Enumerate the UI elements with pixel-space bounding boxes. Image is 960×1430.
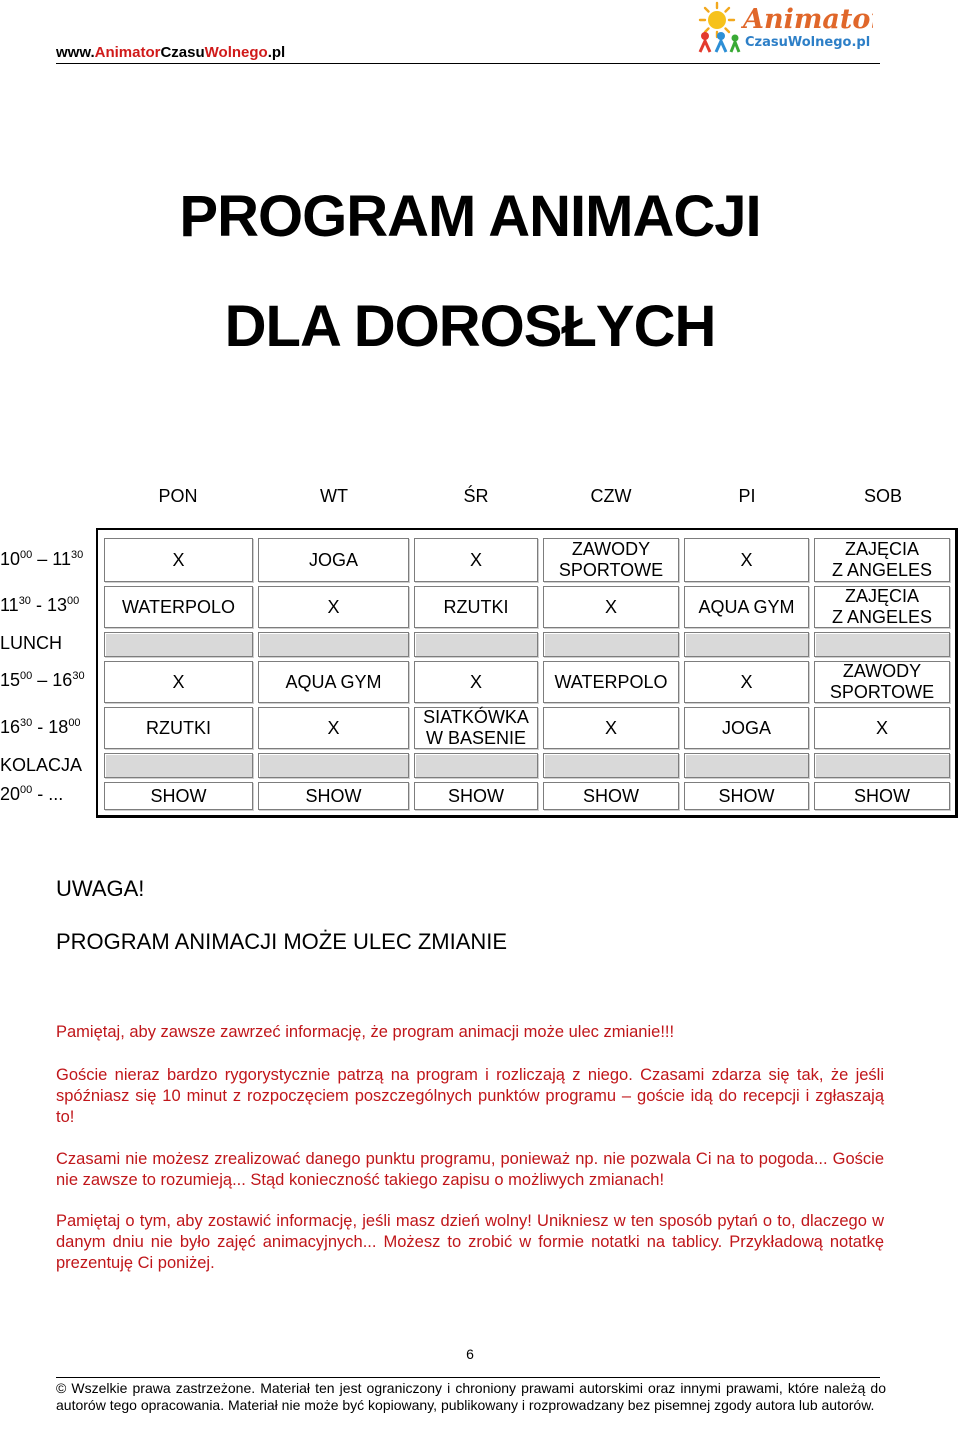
schedule-cell: SHOW	[814, 782, 950, 810]
time-hour: 11	[0, 595, 19, 615]
schedule-cell: ZAJĘCIA Z ANGELES	[814, 586, 950, 628]
schedule-cell: JOGA	[258, 538, 409, 582]
time-min: 30	[70, 549, 84, 561]
warning-heading: UWAGA!	[56, 876, 145, 901]
day-header-fri: PI	[738, 486, 756, 506]
schedule-cell: SHOW	[543, 782, 679, 810]
site-url[interactable]	[56, 44, 285, 61]
time-sep: –	[32, 670, 53, 690]
time-min: 30	[72, 670, 85, 682]
kids-icon	[700, 32, 739, 52]
schedule-cell: X	[684, 661, 809, 703]
row-label-time	[0, 595, 79, 616]
time-hour: 13	[46, 595, 67, 615]
schedule-cell: X	[104, 661, 253, 703]
schedule-cell: WATERPOLO	[543, 661, 679, 703]
schedule-cell: WATERPOLO	[104, 586, 253, 628]
time-hour: 11	[52, 549, 71, 569]
lunch-cell	[814, 632, 950, 657]
warning-subheading: PROGRAM ANIMACJI MOŻE ULEC ZMIANIE	[56, 929, 508, 954]
schedule-cell: ZAJĘCIA Z ANGELES	[814, 538, 950, 582]
time-sep: -	[32, 784, 44, 804]
dinner-cell	[414, 753, 538, 778]
lunch-cell	[258, 632, 409, 657]
time-hour: 18	[48, 717, 69, 737]
schedule-cell: X	[684, 538, 809, 582]
brand-logo	[693, 0, 873, 56]
note-paragraph: Goście nieraz bardzo rygorystycznie patrzą na program i rozliczają z niego. Czasami zdarza się tak, że jeśli spóźniasz się 10 minut z rozpoczęciem poszczególnych punktów programu – goście idą do recepcji i zgłaszają to!	[56, 1066, 884, 1126]
dinner-cell	[543, 753, 679, 778]
page-title: PROGRAM ANIMACJI	[179, 184, 761, 249]
row-label-lunch: LUNCH	[0, 633, 63, 653]
time-hour: 20	[0, 784, 21, 804]
lunch-cell	[684, 632, 809, 657]
row-label-dinner: KOLACJA	[0, 755, 83, 775]
schedule-cell: SHOW	[414, 782, 538, 810]
note-paragraph: Pamiętaj, aby zawsze zawrzeć informację, że program animacji może ulec zmianie!!!	[56, 1023, 675, 1041]
note-paragraph: Czasami nie możesz zrealizować danego punktu programu, ponieważ np. nie pozwala Ci na to pogoda... Goście nie zawsze to rozumieją... Stąd konieczność takiego zapisu o możliwych zmianach!	[56, 1150, 884, 1189]
schedule-cell: X	[414, 661, 538, 703]
time-min: 00	[20, 670, 33, 682]
schedule-cell: X	[104, 538, 253, 582]
day-header-sat: SOB	[863, 486, 902, 506]
schedule-cell: SIATKÓWKA W BASENIE	[414, 707, 538, 749]
sun-icon	[700, 3, 734, 37]
time-min: 30	[18, 595, 31, 607]
url-highlight-animator: Animator	[94, 44, 161, 61]
schedule-cell: AQUA GYM	[258, 661, 409, 703]
lunch-cell	[104, 632, 253, 657]
schedule-cell: X	[814, 707, 950, 749]
time-hour: 10	[0, 549, 21, 569]
header-rule	[56, 63, 880, 64]
dinner-cell	[104, 753, 253, 778]
dinner-cell	[814, 753, 950, 778]
logo-graphic	[693, 0, 873, 56]
url-mid: Czasu	[160, 44, 205, 61]
day-header-thu: CZW	[590, 486, 632, 506]
day-header-tue: WT	[320, 486, 348, 506]
schedule-cell: RZUTKI	[104, 707, 253, 749]
copyright-footer: © Wszelkie prawa zastrzeżone. Materiał ten jest ograniczony i chroniony prawami autorskimi oraz innymi prawami, które należą do autorów tego opracowania. Materiał nie może być kopiowany, publikowany i rozprowadzany bez pisemnej zgody autora lub autorów.	[56, 1380, 886, 1413]
logo-subtext: CzasuWolnego.pl	[745, 35, 871, 50]
time-hour: 16	[52, 670, 73, 690]
footer-rule	[56, 1377, 880, 1378]
url-prefix: www.	[56, 44, 95, 61]
schedule-cell: SHOW	[258, 782, 409, 810]
day-header-wed: ŚR	[463, 486, 489, 506]
schedule-cell: JOGA	[684, 707, 809, 749]
time-sep: -	[32, 717, 49, 737]
schedule-cell: X	[414, 538, 538, 582]
time-min: 00	[20, 549, 33, 561]
schedule-cell: ZAWODY SPORTOWE	[543, 538, 679, 582]
time-min: 00	[68, 717, 81, 729]
url-suffix: .pl	[267, 44, 286, 61]
row-label-time	[0, 717, 81, 738]
page-subtitle: DLA DOROSŁYCH	[224, 294, 716, 359]
lunch-cell	[414, 632, 538, 657]
logo-wordmark: Animator	[743, 4, 873, 35]
time-min: 00	[66, 595, 80, 607]
schedule-cell: AQUA GYM	[684, 586, 809, 628]
row-label-time	[0, 784, 63, 805]
page-number: 6	[466, 1346, 474, 1362]
url-highlight-wolnego: Wolnego	[204, 44, 268, 61]
time-tail: ...	[43, 784, 64, 804]
schedule-cell: X	[543, 586, 679, 628]
time-hour: 16	[0, 717, 21, 737]
time-min: 30	[20, 717, 33, 729]
dinner-cell	[258, 753, 409, 778]
schedule-cell: ZAWODY SPORTOWE	[814, 661, 950, 703]
schedule-cell: SHOW	[104, 782, 253, 810]
note-paragraph: Pamiętaj o tym, aby zostawić informację, jeśli masz dzień wolny! Unikniesz w ten sposób pytań o to, dlaczego w danym dniu nie było zajęć animacyjnych... Możesz to zrobić w formie notatki na tablicy. Przykładową notatkę prezentuję Ci poniżej.	[56, 1212, 884, 1272]
schedule-cell: SHOW	[684, 782, 809, 810]
dinner-cell	[684, 753, 809, 778]
schedule-cell: X	[258, 707, 409, 749]
time-sep: –	[32, 549, 53, 569]
schedule-cell: X	[258, 586, 409, 628]
time-sep: -	[30, 595, 47, 615]
lunch-cell	[543, 632, 679, 657]
row-label-time	[0, 670, 85, 691]
day-header-mon: PON	[158, 486, 198, 506]
schedule-cell: X	[543, 707, 679, 749]
schedule-cell: RZUTKI	[414, 586, 538, 628]
time-min: 00	[20, 784, 33, 796]
row-label-time	[0, 549, 83, 570]
time-hour: 15	[0, 670, 21, 690]
